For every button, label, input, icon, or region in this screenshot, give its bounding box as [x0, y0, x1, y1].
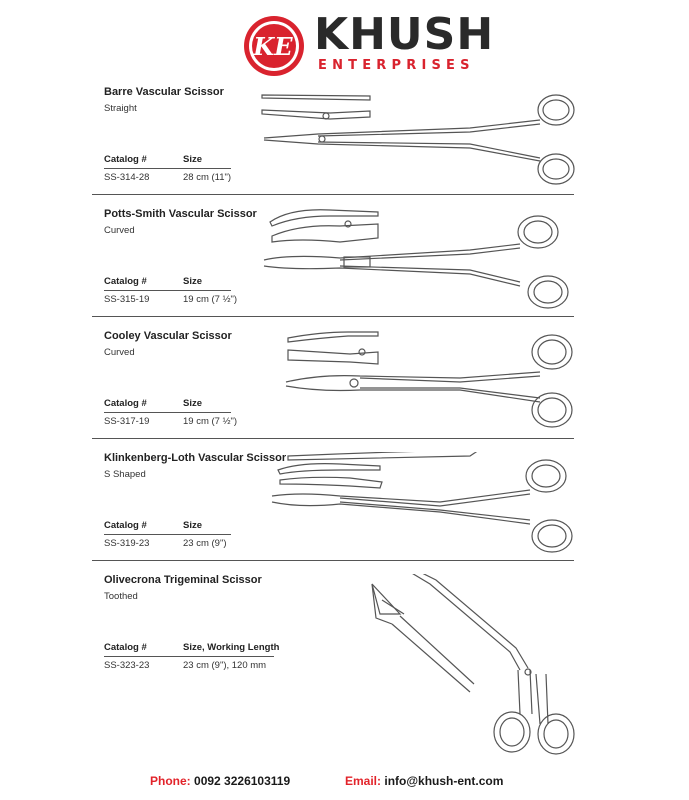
size-value: 28 cm (11") [183, 172, 232, 183]
catalog-header: Catalog # [104, 642, 147, 653]
header [0, 0, 689, 82]
catalog-number: SS-315-19 [104, 294, 150, 305]
size-value: 19 cm (7 ½") [183, 416, 238, 427]
catalog-number: SS-314-28 [104, 172, 150, 183]
size-value: 23 cm (9") [183, 538, 227, 549]
scissor-illustration [0, 574, 689, 764]
section-divider [92, 194, 574, 195]
size-value: 23 cm (9"), 120 mm [183, 660, 267, 671]
phone-label: Phone: [150, 774, 191, 788]
product-subtitle: Curved [104, 225, 135, 236]
size-header: Size, Working Length [183, 642, 280, 653]
size-value: 19 cm (7 ½") [183, 294, 238, 305]
product-subtitle: Straight [104, 103, 137, 114]
scissor-illustration [0, 330, 689, 440]
section-divider [92, 560, 574, 561]
section-divider [92, 316, 574, 317]
product-title: Olivecrona Trigeminal Scissor [104, 574, 262, 586]
logo-mark: KE [253, 32, 293, 61]
product-section [0, 574, 689, 764]
product-title: Barre Vascular Scissor [104, 86, 224, 98]
product-title: Klinkenberg-Loth Vascular Scissor [104, 452, 287, 464]
phone-number[interactable]: 0092 3226103119 [194, 774, 291, 788]
product-subtitle: S Shaped [104, 469, 146, 480]
scissor-illustration [0, 208, 689, 318]
product-subtitle: Curved [104, 347, 135, 358]
catalog-header: Catalog # [104, 276, 147, 287]
size-header: Size [183, 276, 203, 287]
section-divider [92, 438, 574, 439]
product-subtitle: Toothed [104, 591, 138, 602]
product-title: Cooley Vascular Scissor [104, 330, 232, 342]
catalog-header: Catalog # [104, 154, 147, 165]
product-section [0, 452, 689, 562]
product-section [0, 86, 689, 196]
catalog-number: SS-319-23 [104, 538, 150, 549]
catalog-number: SS-323-23 [104, 660, 150, 671]
size-header: Size [183, 398, 203, 409]
catalog-number: SS-317-19 [104, 416, 150, 427]
catalog-header: Catalog # [104, 398, 147, 409]
email-address[interactable]: info@khush-ent.com [384, 774, 504, 788]
scissor-illustration [0, 86, 689, 196]
size-header: Size [183, 154, 203, 165]
product-title: Potts-Smith Vascular Scissor [104, 208, 257, 220]
product-section [0, 330, 689, 440]
brand-subtitle: ENTERPRISES [318, 58, 475, 73]
product-section [0, 208, 689, 318]
logo-icon [242, 14, 306, 78]
size-header: Size [183, 520, 203, 531]
brand-name: KHUSH [314, 9, 495, 60]
catalog-header: Catalog # [104, 520, 147, 531]
footer-contact [0, 774, 689, 794]
email-label: Email: [345, 774, 382, 788]
scissor-illustration [0, 452, 689, 562]
